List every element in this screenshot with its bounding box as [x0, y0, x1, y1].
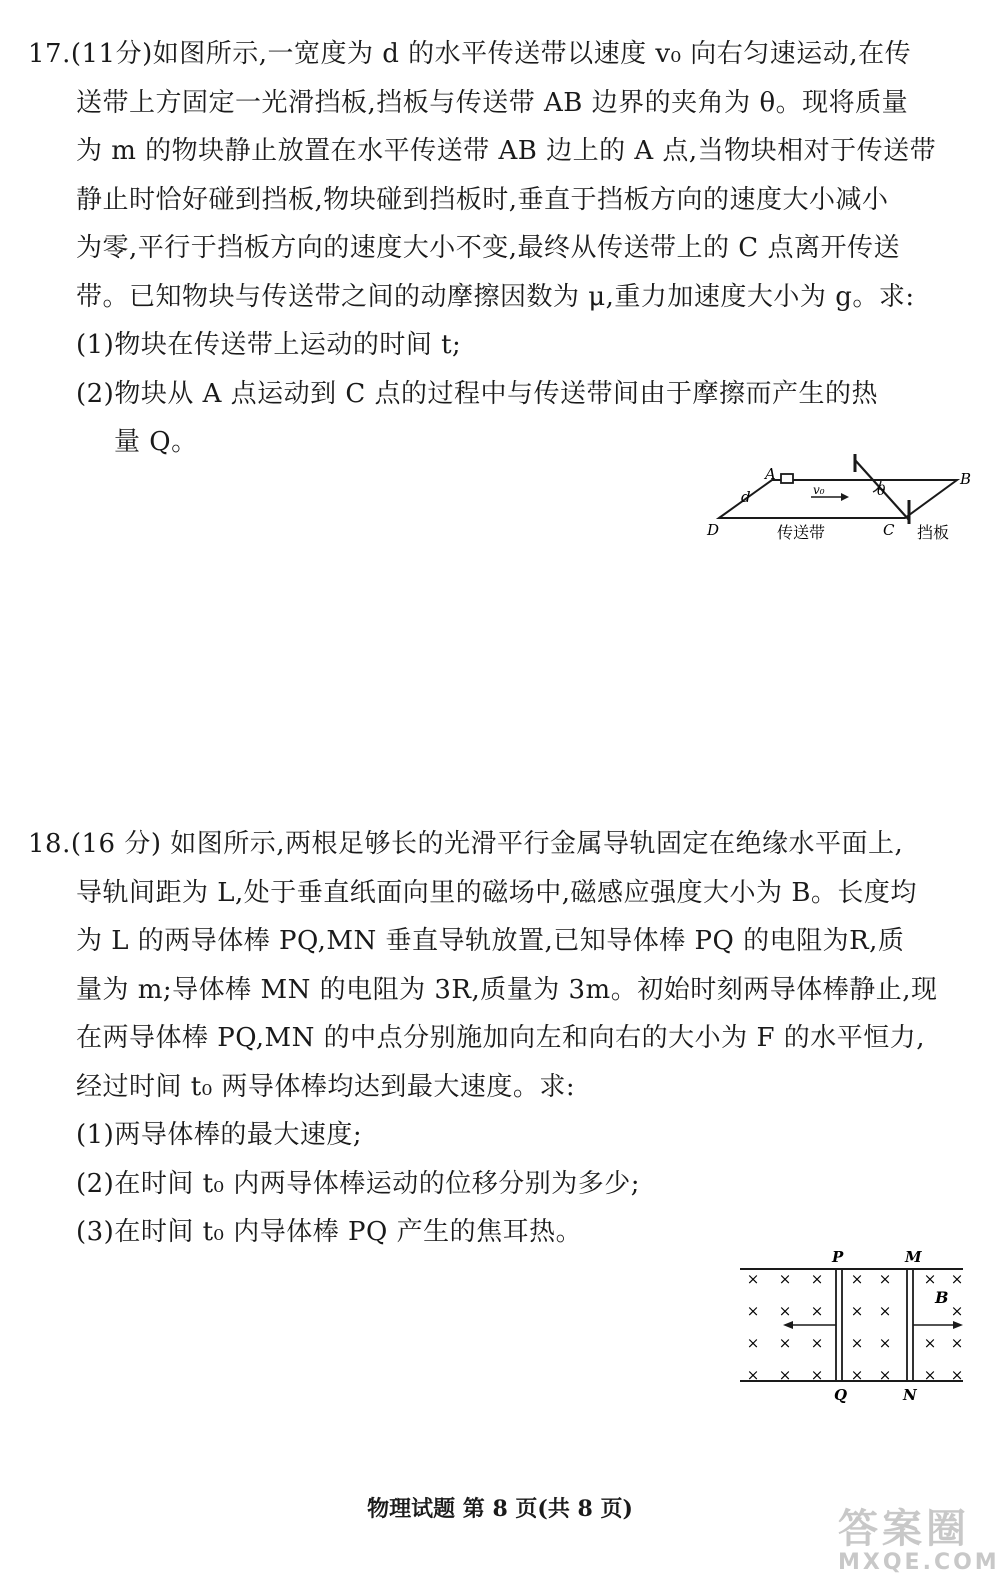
label-D: D [707, 521, 720, 539]
rails-figure [735, 1245, 975, 1405]
label-v0: v₀ [813, 483, 825, 497]
field-cross: × [778, 1270, 792, 1288]
q18-line-5: 在两导体棒 PQ,MN 的中点分别施加向左和向右的大小为 F 的水平恒力, [76, 1023, 926, 1053]
field-cross: × [850, 1366, 864, 1384]
label-N: N [903, 1386, 917, 1404]
field-cross: × [746, 1270, 760, 1288]
field-cross: × [950, 1366, 964, 1384]
field-cross: × [810, 1302, 824, 1320]
q17-line-3: 为 m 的物块静止放置在水平传送带 AB 边上的 A 点,当物块相对于传送带 [76, 136, 937, 166]
field-cross: × [950, 1334, 964, 1352]
q18-line-2: 导轨间距为 L,处于垂直纸面向里的磁场中,磁感应强度大小为 B。长度均 [76, 877, 917, 908]
q17-subq-2: (2)物块从 A 点运动到 C 点的过程中与传送带间由于摩擦而产生的热 [76, 378, 879, 409]
field-cross: × [778, 1334, 792, 1352]
question-17 [28, 30, 978, 467]
label-board: 挡板 [917, 523, 950, 542]
field-cross: × [923, 1334, 937, 1352]
belt-outline [719, 480, 957, 518]
q18-line-4: 量为 m;导体棒 MN 的电阻为 3R,质量为 3m。初始时刻两导体棒静止,现 [76, 974, 938, 1005]
q17-subq-1: (1)物块在传送带上运动的时间 t; [76, 330, 462, 360]
watermark-top-text: 答案圈 [838, 1506, 970, 1552]
field-cross: × [810, 1334, 824, 1352]
question-18 [28, 820, 978, 1257]
field-cross: × [778, 1366, 792, 1384]
q17-line-4: 静止时恰好碰到挡板,物块碰到挡板时,垂直于挡板方向的速度大小减小 [76, 184, 889, 215]
force-arrowhead-right [953, 1321, 963, 1329]
field-cross: × [746, 1302, 760, 1320]
label-P: P [832, 1248, 844, 1266]
label-C: C [883, 521, 895, 539]
field-cross: × [923, 1366, 937, 1384]
field-cross: × [810, 1366, 824, 1384]
label-M: M [905, 1248, 922, 1266]
watermark-bottom-text: MXQE.COM [838, 1550, 1000, 1575]
watermark-logo [838, 1497, 1000, 1575]
q17-line-2: 送带上方固定一光滑挡板,挡板与传送带 AB 边界的夹角为 θ。现将质量 [76, 87, 909, 118]
field-cross: × [878, 1270, 892, 1288]
v0-arrowhead [841, 493, 849, 501]
field-cross: × [850, 1270, 864, 1288]
conveyor-belt-figure [695, 450, 980, 550]
field-cross: × [950, 1270, 964, 1288]
field-cross: × [950, 1302, 964, 1320]
force-arrowhead-left [783, 1321, 793, 1329]
q18-line-3: 为 L 的两导体棒 PQ,MN 垂直导轨放置,已知导体棒 PQ 的电阻为R,质 [76, 926, 905, 956]
field-cross: × [923, 1270, 937, 1288]
block-shape [781, 474, 793, 483]
q18-subq-2: (2)在时间 t₀ 内两导体棒运动的位移分别为多少; [76, 1168, 640, 1199]
q17-line-6: 带。已知物块与传送带之间的动摩擦因数为 μ,重力加速度大小为 g。求: [76, 281, 915, 312]
field-cross: × [746, 1334, 760, 1352]
label-A: A [765, 465, 776, 483]
q18-line-6: 经过时间 t₀ 两导体棒均达到最大速度。求: [76, 1071, 576, 1102]
label-d: d [741, 488, 751, 506]
label-theta: θ [877, 483, 886, 499]
field-cross: × [810, 1270, 824, 1288]
field-cross: × [850, 1334, 864, 1352]
field-cross: × [850, 1302, 864, 1320]
field-cross: × [746, 1366, 760, 1384]
label-B: B [960, 470, 972, 488]
q18-subq-3: (3)在时间 t₀ 内导体棒 PQ 产生的焦耳热。 [76, 1217, 583, 1247]
q17-line-5: 为零,平行于挡板方向的速度大小不变,最终从传送带上的 C 点离开传送 [76, 233, 900, 263]
field-cross: × [878, 1366, 892, 1384]
field-cross: × [878, 1302, 892, 1320]
label-Q: Q [834, 1386, 848, 1404]
field-cross: × [878, 1334, 892, 1352]
magnetic-field-crosses [747, 1270, 964, 1384]
q17-line-1: 17.(11分)如图所示,一宽度为 d 的水平传送带以速度 v₀ 向右匀速运动,在传 [28, 39, 912, 69]
label-B-field: B [935, 1288, 949, 1307]
field-cross: × [778, 1302, 792, 1320]
page-footer: 物理试题 第 8 页(共 8 页) [367, 1496, 633, 1522]
q17-subq-2-cont: 量 Q。 [114, 427, 198, 457]
q18-subq-1: (1)两导体棒的最大速度; [76, 1120, 363, 1150]
q18-line-1: 18.(16 分) 如图所示,两根足够长的光滑平行金属导轨固定在绝缘水平面上, [28, 829, 904, 859]
label-belt: 传送带 [777, 523, 826, 542]
